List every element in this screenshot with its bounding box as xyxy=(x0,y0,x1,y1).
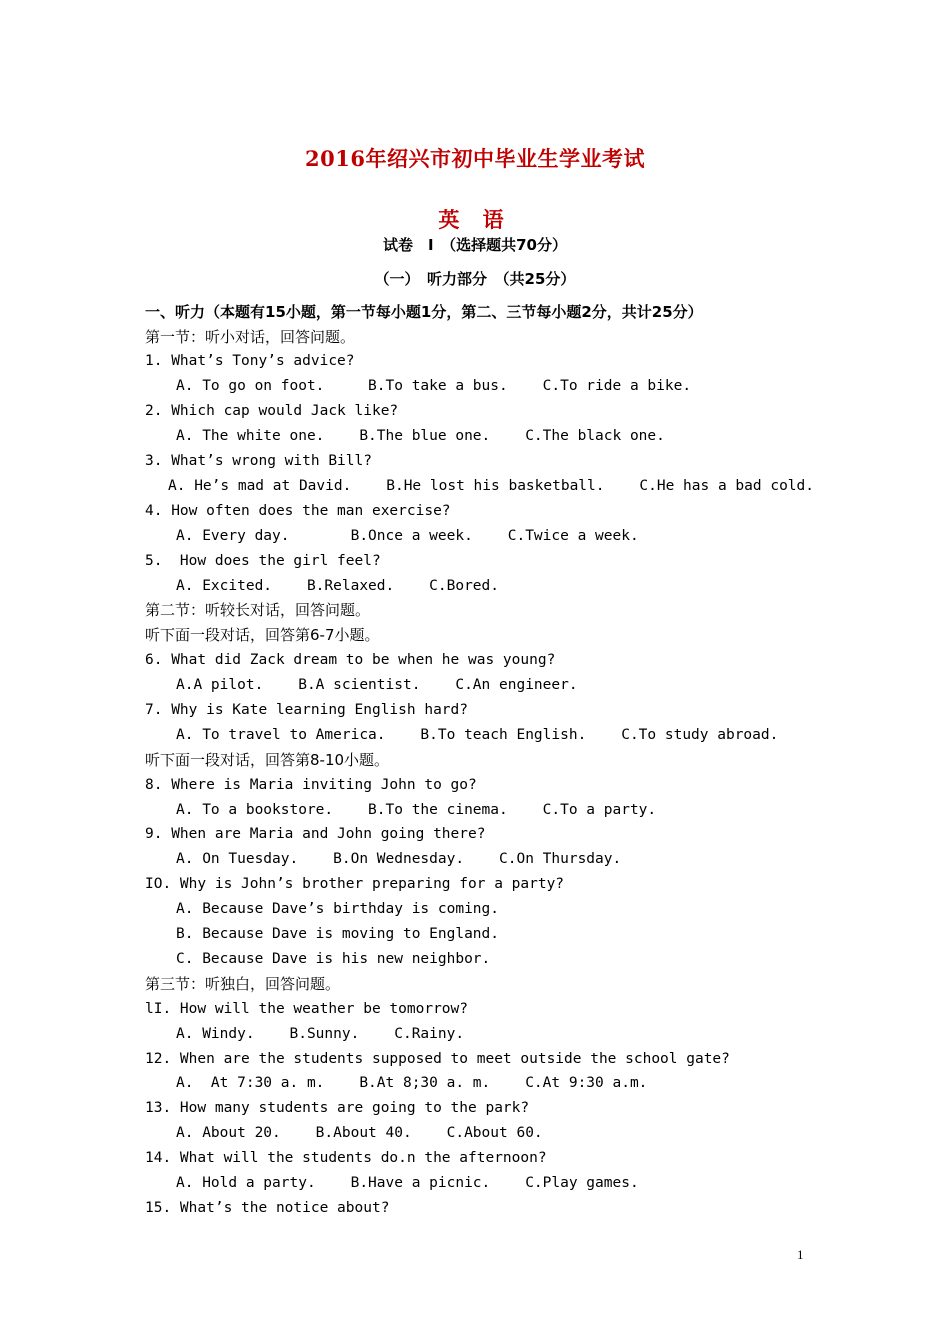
part2-intro: 第二节：听较长对话，回答问题。 xyxy=(145,601,371,619)
question-8: 8. Where is Maria inviting John to go? xyxy=(145,777,477,793)
question-10-option-b: B. Because Dave is moving to England. xyxy=(176,926,500,942)
subject-title: 英 语 xyxy=(438,207,512,232)
question-9: 9. When are Maria and John going there? xyxy=(145,826,486,842)
part1-intro: 第一节：听小对话，回答问题。 xyxy=(145,328,356,346)
question-1: 1. What’s Tony’s advice? xyxy=(145,353,355,369)
question-11: lI. How will the weather be tomorrow? xyxy=(145,1001,469,1017)
question-2-options: A. The white one. B.The blue one. C.The black one. xyxy=(176,428,665,444)
question-3: 3. What’s wrong with Bill? xyxy=(145,453,372,469)
part3-intro: 第三节：听独白，回答问题。 xyxy=(145,975,341,993)
question-14: 14. What will the students do.n the afternoon? xyxy=(145,1150,547,1166)
question-10-option-a: A. Because Dave’s birthday is coming. xyxy=(176,901,500,917)
question-13-options: A. About 20. B.About 40. C.About 60. xyxy=(176,1125,543,1141)
question-5: 5. How does the girl feel? xyxy=(145,553,381,569)
dialog1-intro: 听下面一段对话，回答第6-7小题。 xyxy=(145,626,380,644)
paper-heading: 试卷 Ⅰ （选择题共70分） xyxy=(383,236,567,254)
question-14-options: A. Hold a party. B.Have a picnic. C.Play games. xyxy=(176,1175,639,1191)
question-7-options: A. To travel to America. B.To teach English. C.To study abroad. xyxy=(176,727,779,743)
question-2: 2. Which cap would Jack like? xyxy=(145,403,399,419)
question-9-options: A. On Tuesday. B.On Wednesday. C.On Thursday. xyxy=(176,851,622,867)
question-4: 4. How often does the man exercise? xyxy=(145,503,451,519)
question-6: 6. What did Zack dream to be when he was young? xyxy=(145,652,556,668)
exam-title: 2016年绍兴市初中毕业生学业考试 xyxy=(305,146,645,171)
question-4-options: A. Every day. B.Once a week. C.Twice a week. xyxy=(176,528,639,544)
page-number: 1 xyxy=(797,1247,804,1262)
question-6-options: A.A pilot. B.A scientist. C.An engineer. xyxy=(176,677,578,693)
section-heading: 一、听力（本题有15小题，第一节每小题1分，第二、三节每小题2分，共计25分） xyxy=(145,303,703,321)
question-11-options: A. Windy. B.Sunny. C.Rainy. xyxy=(176,1026,465,1042)
part-heading: （一） 听力部分 （共25分） xyxy=(374,270,576,288)
question-5-options: A. Excited. B.Relaxed. C.Bored. xyxy=(176,578,500,594)
question-12: 12. When are the students supposed to meet outside the school gate? xyxy=(145,1051,730,1067)
question-3-options: A. He’s mad at David. B.He lost his basketball. C.He has a bad cold. xyxy=(168,478,815,494)
question-10-option-c: C. Because Dave is his new neighbor. xyxy=(176,951,491,967)
question-1-options: A. To go on foot. B.To take a bus. C.To ride a bike. xyxy=(176,378,692,394)
question-8-options: A. To a bookstore. B.To the cinema. C.To a party. xyxy=(176,802,657,818)
question-12-options: A. At 7:30 a. m. B.At 8;30 a. m. C.At 9:30 a.m. xyxy=(176,1075,648,1091)
dialog2-intro: 听下面一段对话，回答第8-10小题。 xyxy=(145,751,390,769)
question-7: 7. Why is Kate learning English hard? xyxy=(145,702,469,718)
question-13: 13. How many students are going to the park? xyxy=(145,1100,530,1116)
question-10: IO. Why is John’s brother preparing for a party? xyxy=(145,876,565,892)
question-15: 15. What’s the notice about? xyxy=(145,1200,390,1216)
